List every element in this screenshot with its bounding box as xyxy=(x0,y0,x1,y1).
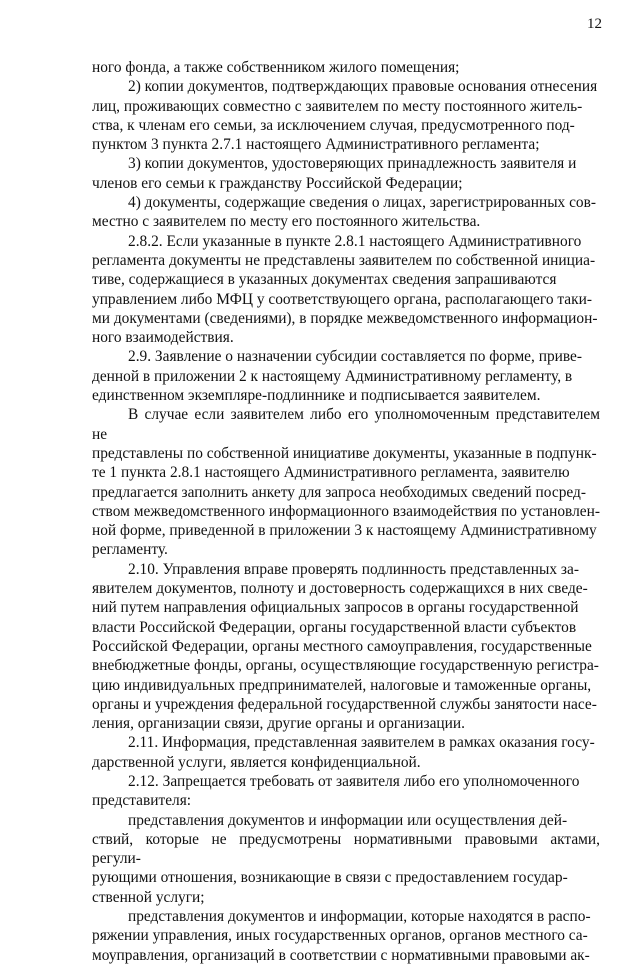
paragraph-2-12-clause-1: представления документов и информации или осуществления дей- ствий, которые не предусмотрены нормативными правовыми актами, регули- рующими отношения, возникающие в связи с предоставлением государ- ственной услуги; xyxy=(92,811,600,906)
paragraph-2-12-clause-2: представления документов и информации, которые находятся в распо- ряжении управления, иных государственных органов, органов местного са- моуправления, организаций в соответствии с нормативными правовыми ак- xyxy=(92,908,591,964)
paragraph-2-11: 2.11. Информация, представленная заявителем в рамках оказания госу- дарственной услуги, является конфиденциальной. xyxy=(92,734,595,771)
paragraph-2-9-case: В случае если заявителем либо его уполномоченным представителем не представлены по собственной инициативе документы, указанные в подпунк- те 1 пункта 2.8.1 настоящего Административного регламента, заявителю предлагается заполнить анкету для запроса необходимых сведений посред- ством межведомственного информационного взаимодействия по установлен- ной форме, приведенной в приложении 3 к настоящему Административному регламенту. xyxy=(92,406,600,559)
page-number: 12 xyxy=(587,16,602,32)
paragraph-item-4: 4) документы, содержащие сведения о лицах, зарегистрированных сов- местно с заявителем по месту его постоянного жительства. xyxy=(92,194,597,231)
paragraph-2-10: 2.10. Управления вправе проверять подлинность представленных за- явителем документов, полноту и достоверность содержащихся в них сведе- ний путем направления официальных запросов в органы государственной власти Российской Федерации, органы государственной власти субъектов Российской Федерации, органы местного самоуправления, государственные внебюджетные фонды, органы, осуществляющие государственную регистра- цию индивидуальных предпринимателей, налоговые и таможенные органы, органы и учреждения федеральной государственной службы занятости насе- ления, организации связи, другие органы и организации. xyxy=(92,560,599,733)
paragraph-item-3: 3) копии документов, удостоверяющих принадлежность заявителя и членов его семьи к гражданству Российской Федерации; xyxy=(92,155,577,192)
paragraph-2-12: 2.12. Запрещается требовать от заявителя либо его уполномоченного представителя: xyxy=(92,772,580,810)
paragraph-2-9: 2.9. Заявление о назначении субсидии составляется по форме, приве- денной в приложении 2 к настоящему Административному регламенту, в единственном экземпляре-подлиннике и подписывается заявителем. xyxy=(92,348,583,405)
paragraph-continuation: ного фонда, а также собственником жилого помещения; xyxy=(92,59,460,76)
document-body xyxy=(92,58,600,965)
paragraph-item-2: 2) копии документов, подтверждающих правовые основания отнесения лиц, проживающих совместно с заявителем по месту постоянного житель- ства, к членам его семьи, за исключением случая, предусмотренного под- пунктом 3 пункта 2.7.1 настоящего Административного регламента; xyxy=(92,78,598,154)
paragraph-2-8-2: 2.8.2. Если указанные в пункте 2.8.1 настоящего Административного регламента документы не представлены заявителем по собственной инициа- тиве, содержащиеся в указанных документах сведения запрашиваются управлением либо МФЦ у соответствующего органа, располагающего таки- ми документами (сведениями), в порядке межведомственного информацион- ного взаимодействия. xyxy=(92,232,598,347)
